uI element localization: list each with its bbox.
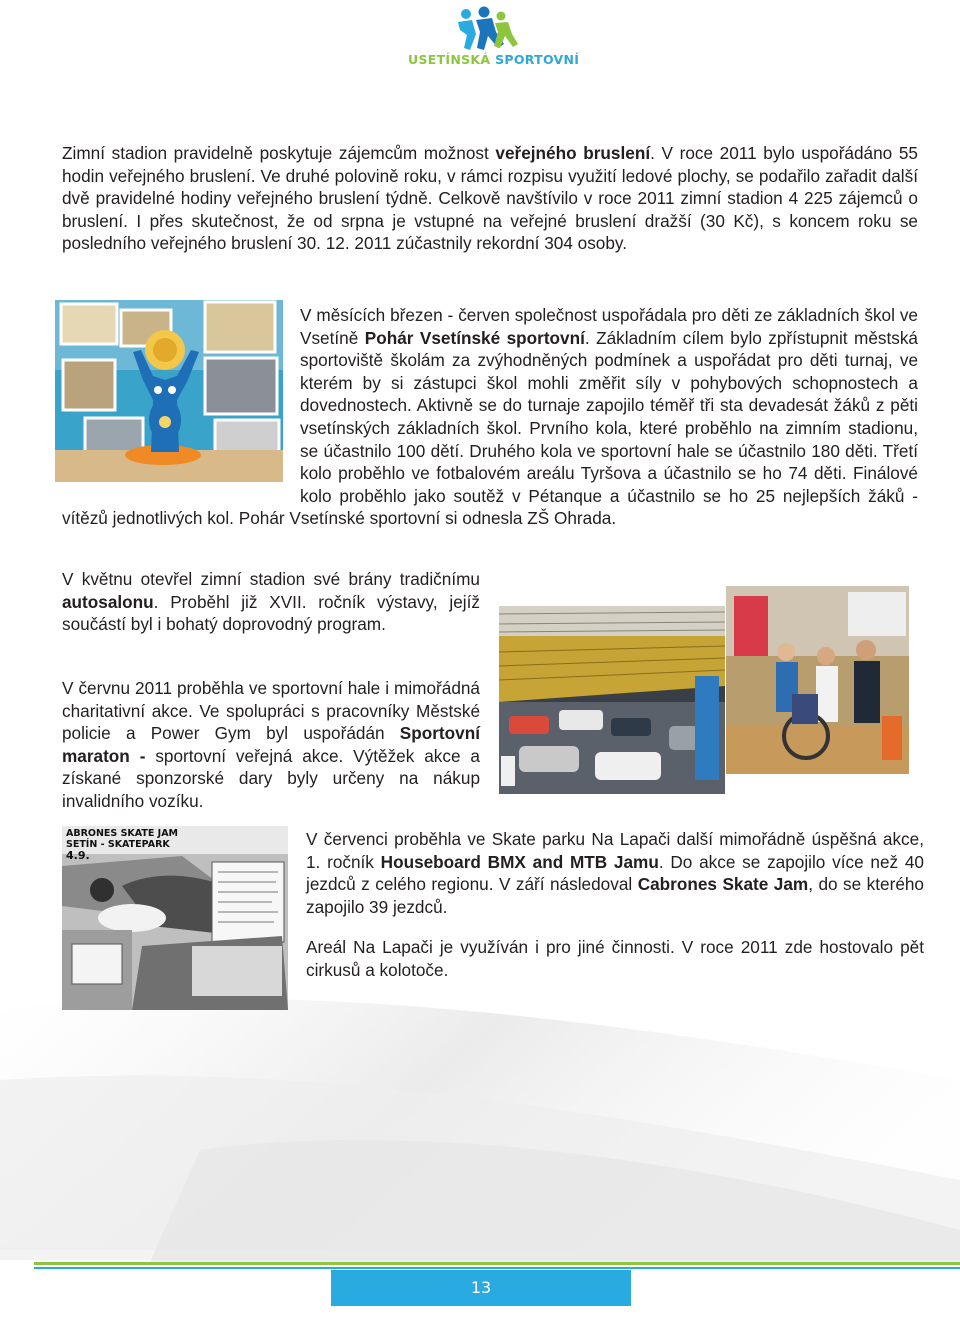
bold-run: Sportovní maraton - — [62, 723, 480, 766]
footer-green-line — [34, 1262, 960, 1265]
paragraph-areal-na-lapaci: Areál Na Lapači je využíván i pro jiné činnosti. V roce 2011 zde hostovalo pět cirkusů a kolotoče. — [306, 937, 924, 980]
logo-wordmark — [408, 52, 580, 67]
paragraph-autosalon — [62, 568, 480, 636]
text-run: Zimní stadion pravidelně poskytuje zájemcům možnost — [62, 143, 496, 163]
text-run: V měsících březen - červen společnost uspořádala pro děti ze základních škol ve Vsetíně — [300, 305, 918, 348]
bold-run: Cabrones Skate Jam — [637, 874, 809, 895]
text-run: V květnu otevřel zimní stadion své brány tradičnímu — [62, 569, 480, 589]
paragraph-sportovni-maraton — [62, 677, 480, 813]
text-run: sportovní veřejná akce. Výtěžek akce a získané sponzorské dary byly určeny na nákup invalidního vozíku. — [62, 745, 480, 811]
text-run: , do se kterého zapojilo 39 jezdců. — [306, 874, 924, 917]
poster-line-1: ABRONES SKATE JAM — [66, 828, 179, 839]
text-run: V červenci proběhla ve Skate parku Na Lapači další mimořádně úspěšná akce, 1. ročník — [306, 829, 924, 872]
bold-run: Pohár Vsetínské sportovní — [364, 327, 585, 348]
text-run: . Proběhl již XVII. ročník výstavy, jejíž součástí byl i bohatý doprovodný program. — [62, 591, 480, 635]
bold-run: Houseboard BMX and MTB Jamu — [380, 851, 659, 872]
poster-line-2: SETÍN - SKATEPARK — [66, 839, 170, 850]
page-number: 13 — [331, 1270, 631, 1306]
paragraph-skate-park — [306, 828, 924, 918]
photo-trophy-mascot — [55, 300, 283, 482]
text-run: V červnu 2011 proběhla ve sportovní hale i mimořádná charitativní akce. Ve spolupráci s pracovníky Městské policie a Power Gym byl uspořádán — [62, 678, 480, 744]
footer-blue-line — [34, 1267, 960, 1269]
poster-title — [66, 828, 178, 861]
paragraph-verejne-brusleni — [62, 142, 918, 255]
text-run: . Základním cílem bylo zpřístupnit městská sportoviště školám za zvýhodněných podmínek a uspořádat pro děti turnaj, ve kterém by si zástupci škol mohli změřit síly v pohybových schopnostech a dovednostech. Aktivně se do turnaje zapojilo téměř tři sta devadesát žáků z pěti vsetínských základních škol. Prvního kola, které proběhlo na zimním stadionu, se účastnilo 100 dětí. Druhého kola ve sportovní hale se účastnilo 180 děti. Třetí kolo proběhlo ve fotbalovém areálu Tyršova a účastnilo se ho 74 děti. Finálové kolo proběhlo jako soutěž v Pétanque a účastnilo se ho 25 nejlepších žáků - vítězů jednotlivých kol. Pohár Vsetínské sportovní si odnesla ZŠ Ohrada. — [62, 327, 918, 529]
text-run: . Do akce se zapojilo více než 40 jezdců z celého regionu. V září následoval — [306, 851, 924, 895]
text-run: . V roce 2011 bylo uspořádáno 55 hodin veřejného bruslení. Ve druhé polovině roku, v rámci rozpisu využití ledové plochy, se podařilo zařadit další dvě pravidelné hodiny veřejného bruslení týdně. Celkově navštívilo v roce 2011 zimní stadion 4 225 zájemců o bruslení. I přes skutečnost, že od srpna je vstupné na veřejné bruslení dražší (30 Kč), s koncem roku se posledního veřejného bruslení 30. 12. 2011 zúčastnily rekordní 304 osoby. — [62, 143, 918, 254]
bold-run: autosalonu — [62, 591, 154, 612]
photo-sportovni-maraton — [726, 586, 909, 774]
footer-rule — [34, 1262, 960, 1269]
photo-skate-jam-poster — [62, 826, 288, 1010]
logo-word-2: SPORTOVNÍ — [495, 52, 580, 67]
bold-run: veřejného bruslení — [495, 143, 651, 163]
logo-word-1: USETÍNSKÁ — [408, 52, 491, 67]
runners-icon — [400, 4, 560, 54]
poster-date: 4.9. — [66, 849, 90, 862]
photo-autosalon-hall — [499, 606, 725, 794]
usetinska-sportovni-logo — [400, 4, 580, 80]
